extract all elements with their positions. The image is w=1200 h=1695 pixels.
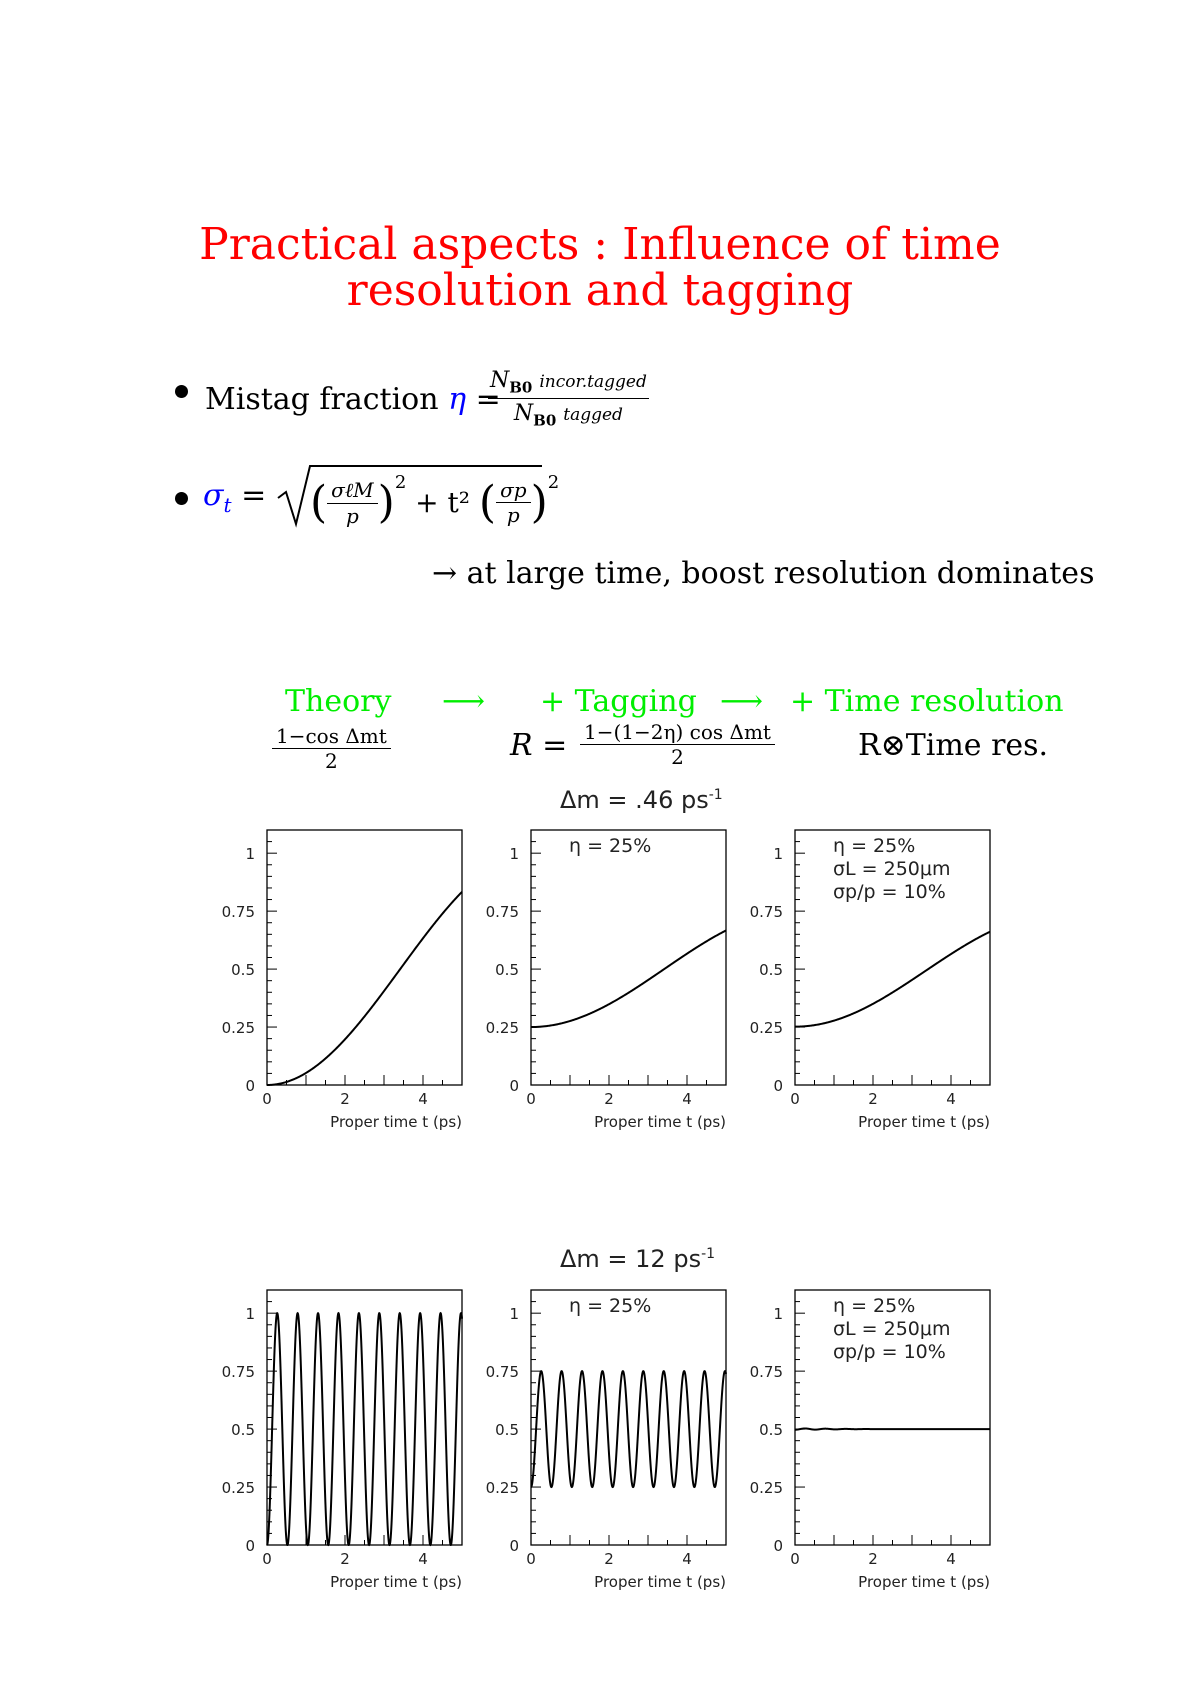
r-label: R = (510, 728, 568, 763)
x-tick-label: 0 (790, 1550, 800, 1568)
sigma-symbol: σ (203, 478, 224, 513)
y-tick-label: 1 (773, 1305, 783, 1324)
y-tick-label: 0 (509, 1537, 519, 1555)
y-tick-label: 0.25 (749, 1479, 783, 1498)
r-formula: $\frac{\text{1−(1−2η) cos Δmt}}{2}$ (580, 720, 775, 769)
header-tagging: + Tagging (540, 684, 697, 719)
y-tick-label: 1 (509, 1305, 519, 1324)
row-label-dm-12: Δm = 12 $ps^{-1}$ (560, 1245, 716, 1273)
boost-note: → at large time, boost resolution dominates (432, 556, 1095, 591)
eta-annotation: η = 25% (569, 835, 652, 857)
plot-frame (267, 830, 462, 1085)
y-tick-label: 0.25 (221, 1019, 255, 1038)
plot-panel-0-1 (486, 830, 726, 1131)
x-tick-label: 4 (418, 1090, 428, 1108)
plot-frame (531, 1290, 726, 1545)
plot-panel-0-2 (750, 830, 990, 1131)
mistag-denominator: $N_{B0}$ tagged (513, 401, 623, 430)
eta-annotation: η = 25% (833, 1295, 916, 1317)
plot-panel-1-2 (750, 1290, 990, 1591)
header-theory: Theory (285, 684, 392, 719)
series-line (531, 930, 726, 1027)
x-tick-label: 0 (262, 1090, 272, 1108)
x-tick-label: 2 (604, 1550, 614, 1568)
series-line (267, 1313, 462, 1545)
y-tick-label: 0.75 (221, 1363, 255, 1382)
sigma-p-annotation: σp/p = 10% (833, 881, 946, 903)
y-tick-label: 0.75 (749, 1363, 783, 1382)
sigma-radicand: ( $\frac{\text{σℓM}}{p}$ )$^2$ + t² ( $\frac{\sigma p}{p}$ )$^2$ (310, 472, 560, 528)
x-tick-label: 4 (682, 1550, 692, 1568)
plot-frame (531, 830, 726, 1085)
x-axis-label: Proper time t (ps) (858, 1573, 990, 1591)
plot-panel-1-1 (486, 1290, 726, 1591)
sigma-l-annotation: σL = 250μm (833, 1318, 951, 1340)
x-tick-label: 2 (868, 1550, 878, 1568)
x-tick-label: 4 (946, 1090, 956, 1108)
y-tick-label: 0.75 (485, 903, 519, 922)
row-label-dm-046: Δm = .46 $ps^{-1}$ (560, 786, 723, 814)
y-tick-label: 0 (773, 1077, 783, 1095)
series-line (795, 932, 990, 1027)
convolution-label: R⊗Time res. (858, 728, 1049, 763)
x-tick-label: 2 (868, 1090, 878, 1108)
x-tick-label: 4 (946, 1550, 956, 1568)
sigma-p-annotation: σp/p = 10% (833, 1341, 946, 1363)
series-line (267, 892, 462, 1085)
y-tick-label: 0.5 (759, 961, 783, 980)
y-tick-label: 0.5 (231, 961, 255, 980)
page-title-line1: Practical aspects : Influence of time (199, 219, 1001, 270)
x-tick-label: 0 (790, 1090, 800, 1108)
x-axis-label: Proper time t (ps) (594, 1573, 726, 1591)
y-tick-label: 0 (509, 1077, 519, 1095)
y-tick-label: 1 (773, 845, 783, 864)
mistag-equals: = (475, 382, 501, 417)
y-tick-label: 0.25 (485, 1479, 519, 1498)
series-line (795, 1428, 990, 1429)
y-tick-label: 1 (245, 845, 255, 864)
page-title-line2: resolution and tagging (346, 265, 854, 316)
x-tick-label: 0 (526, 1090, 536, 1108)
y-tick-label: 0.75 (749, 903, 783, 922)
x-tick-label: 0 (526, 1550, 536, 1568)
plot-panel-1-0 (222, 1290, 462, 1591)
y-tick-label: 0.5 (495, 961, 519, 980)
x-tick-label: 2 (604, 1090, 614, 1108)
y-tick-label: 1 (245, 1305, 255, 1324)
x-tick-label: 2 (340, 1550, 350, 1568)
x-tick-label: 0 (262, 1550, 272, 1568)
y-tick-label: 0.5 (231, 1421, 255, 1440)
y-tick-label: 0.5 (759, 1421, 783, 1440)
y-tick-label: 0 (773, 1537, 783, 1555)
x-axis-label: Proper time t (ps) (594, 1113, 726, 1131)
x-tick-label: 4 (682, 1090, 692, 1108)
y-tick-label: 0 (245, 1537, 255, 1555)
eta-annotation: η = 25% (833, 835, 916, 857)
x-axis-label: Proper time t (ps) (330, 1113, 462, 1131)
y-tick-label: 0.25 (485, 1019, 519, 1038)
header-time-resolution: + Time resolution (790, 684, 1064, 719)
eta-symbol: η (448, 382, 467, 417)
header-arrow-2: ⟶ (720, 684, 764, 719)
sigma-equals: = (241, 478, 267, 513)
y-tick-label: 0.25 (749, 1019, 783, 1038)
x-tick-label: 2 (340, 1090, 350, 1108)
eta-annotation: η = 25% (569, 1295, 652, 1317)
x-axis-label: Proper time t (ps) (330, 1573, 462, 1591)
mistag-numerator: $N_{B0}$ incor.tagged (488, 368, 649, 399)
mistag-text: Mistag fraction (205, 382, 439, 417)
y-tick-label: 1 (509, 845, 519, 864)
y-tick-label: 0.5 (495, 1421, 519, 1440)
x-tick-label: 4 (418, 1550, 428, 1568)
sigma-formula: $\sigma_t$ = (203, 478, 267, 517)
x-axis-label: Proper time t (ps) (858, 1113, 990, 1131)
y-tick-label: 0.25 (221, 1479, 255, 1498)
plot-panel-0-0 (222, 830, 462, 1131)
theory-formula: $\frac{\text{1−cos Δmt}}{2}$ (272, 724, 391, 773)
y-tick-label: 0.75 (221, 903, 255, 922)
y-tick-label: 0 (245, 1077, 255, 1095)
y-tick-label: 0.75 (485, 1363, 519, 1382)
series-line (531, 1371, 726, 1487)
sigma-l-annotation: σL = 250μm (833, 858, 951, 880)
header-arrow-1: ⟶ (442, 684, 486, 719)
